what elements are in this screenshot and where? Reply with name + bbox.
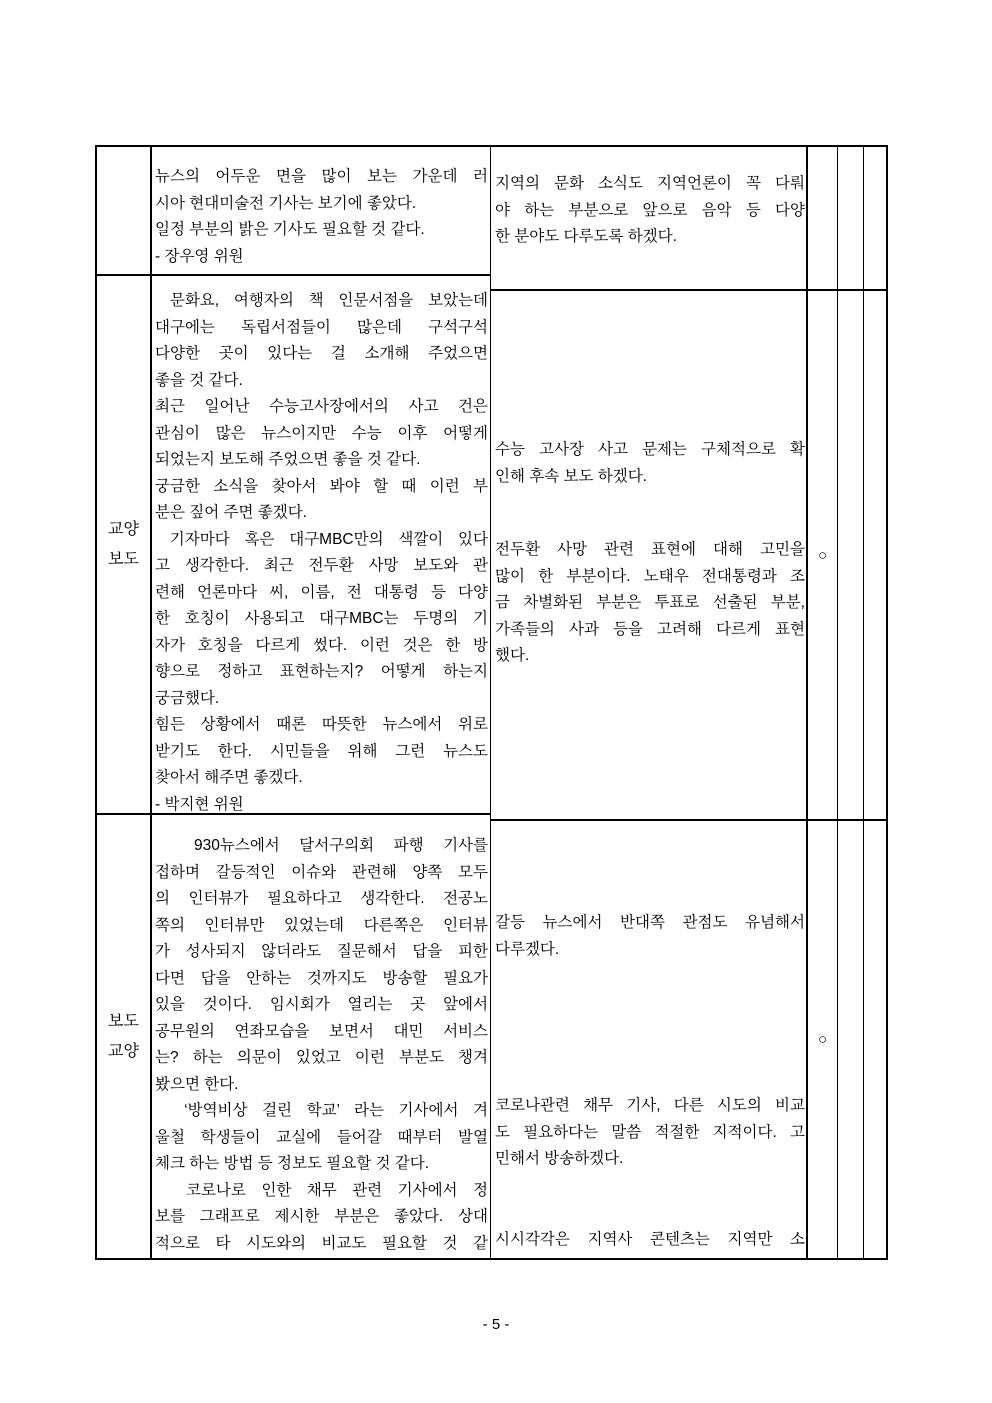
text-line: 적으로 타 시도와의 비교도 필요할 것 같: [155, 1234, 488, 1252]
text-line: ‘방역비상 걸린 학교’ 라는 기사에서 겨: [155, 1102, 488, 1119]
opinion-cell-row3: [152, 815, 490, 1258]
text-line: 되었는지 보도해 주었으면 좋을 것 같다.: [155, 451, 421, 468]
text-line: 다루겠다.: [495, 940, 560, 958]
text-line: - 장우영 위원: [155, 247, 244, 265]
paragraph: [495, 1093, 805, 1173]
text-line: 문화요, 여행자의 책 인문서점을 보았는데: [155, 292, 489, 309]
category-cell-row3: [97, 815, 150, 1258]
category-label-line: 보도: [108, 550, 139, 568]
text-line: 다면 답을 안하는 것까지도 방송할 필요가: [155, 969, 488, 987]
circle-mark: ○: [817, 546, 828, 564]
text-line: 시시각각은 지역사 콘텐츠는 지역만 소: [495, 1230, 805, 1248]
text-line: 분은 짚어 주면 좋겠다.: [155, 504, 307, 521]
text-line: 한 분야도 다루도록 하겠다.: [495, 228, 677, 245]
review-opinion-table: [95, 145, 888, 1260]
text-line: 야 하는 부분으로 앞으로 음악 등 다양: [495, 201, 805, 219]
paragraph: [495, 537, 805, 670]
text-line: 힘든 상황에서 때론 따뜻한 뉴스에서 위로: [155, 716, 488, 733]
text-line: 기자마다 혹은 대구MBC만의 색깔이 있다: [155, 530, 488, 548]
text-line: 련해 언론마다 씨, 이름, 전 대통령 등 다양: [155, 583, 488, 601]
text-line: 는? 하는 의문이 있었고 이런 부분도 챙겨: [155, 1049, 488, 1066]
response-cell-row2: [491, 291, 807, 819]
paragraph: [495, 171, 805, 251]
paragraph: [155, 217, 488, 244]
category-label-line: 보도: [108, 1012, 139, 1030]
paragraph: [155, 164, 488, 217]
paragraph: [495, 910, 805, 963]
text-line: 코로나관련 채무 기사, 다른 시도의 비교: [495, 1097, 805, 1114]
text-line: 930뉴스에서 달서구의회 파행 기사를: [155, 837, 489, 854]
text-line: 고 생각한다. 최근 전두환 사망 보도와 관: [155, 557, 488, 574]
text-line: 일정 부분의 밝은 기사도 필요할 것 같다.: [155, 221, 425, 238]
text-line: 다양한 곳이 있다는 걸 소개해 주었으면: [155, 345, 488, 362]
text-line: 있을 것이다. 임시회가 열리는 곳 앞에서: [155, 996, 488, 1013]
check-mark-cell-row2: [808, 291, 837, 819]
text-line: 전두환 사망 관련 표현에 대해 고민을: [495, 541, 805, 558]
text-line: 향으로 정하고 표현하는지? 어떻게 하는지: [155, 663, 488, 680]
text-line: 자가 호칭을 다르게 썼다. 이런 것은 한 방: [155, 636, 488, 654]
text-line: 체크 하는 방법 등 정보도 필요할 것 같다.: [155, 1155, 430, 1172]
category-label-line: 교양: [108, 520, 139, 538]
paragraph: [155, 1098, 488, 1178]
text-line: 찾아서 해주면 좋겠다.: [155, 769, 303, 786]
text-line: 인해 후속 보도 하겠다.: [495, 467, 647, 485]
paragraph: [495, 1227, 805, 1254]
text-line: 최근 일어난 수능고사장에서의 사고 건은: [155, 398, 488, 415]
opinion-cell-row1: [152, 147, 490, 274]
text-line: 코로나로 인한 채무 관련 기사에서 정: [155, 1181, 488, 1199]
paragraph: [155, 244, 488, 271]
paragraph: [155, 474, 488, 527]
text-line: 갈등 뉴스에서 반대쪽 관점도 유념해서: [495, 914, 805, 931]
text-line: 수능 고사장 사고 문제는 구체적으로 확: [495, 441, 805, 458]
table-border-check-column-1: [837, 147, 838, 1258]
text-line: 시아 현대미술전 기사는 보기에 좋았다.: [155, 194, 417, 212]
text-line: 봤으면 한다.: [155, 1075, 239, 1093]
text-line: 궁금한 소식을 찾아서 봐야 할 때 이런 부: [155, 477, 488, 495]
paragraph: [155, 1178, 488, 1258]
response-cell-row1: [491, 147, 807, 289]
paragraph: [155, 712, 488, 792]
text-line: - 박지현 위원: [155, 795, 244, 813]
text-line: 대구에는 독립서점들이 많은데 구석구석: [155, 318, 488, 336]
text-line: 한 호칭이 사용되고 대구MBC는 두명의 기: [155, 610, 488, 627]
table-border-check-column-2: [863, 147, 864, 1258]
category-cell-row1: [97, 147, 150, 274]
check-mark-cell-row3: [808, 821, 837, 1258]
text-line: 관심이 많은 뉴스이지만 수능 이후 어떻게: [155, 424, 488, 442]
paragraph: [155, 833, 488, 1098]
paragraph: [155, 792, 488, 814]
text-line: 쪽의 인터뷰만 있었는데 다른쪽은 인터뷰: [155, 916, 488, 934]
text-line: 좋을 것 같다.: [155, 371, 243, 389]
category-cell-row2: [97, 276, 150, 813]
text-line: 접하며 갈등적인 이슈와 관련해 양쪽 모두: [155, 863, 488, 881]
text-line: 민해서 방송하겠다.: [495, 1150, 624, 1167]
response-cell-row3: [491, 821, 807, 1258]
opinion-cell-row2: [152, 276, 490, 813]
paragraph: [155, 527, 488, 713]
paragraph: [155, 288, 488, 394]
text-line: 도 필요하다는 말씀 적절한 지적이다. 고: [495, 1123, 805, 1141]
text-line: 가 성사되지 않더라도 질문해서 답을 피한: [155, 943, 488, 960]
paragraph: [495, 437, 805, 490]
text-line: 지역의 문화 소식도 지역언론이 꼭 다뤄: [495, 175, 805, 192]
text-line: 금 차별화된 부분은 투표로 선출된 부분,: [495, 594, 805, 611]
text-line: 했다.: [495, 647, 530, 664]
text-line: 가족들의 사과 등을 고려해 다르게 표현: [495, 620, 805, 638]
text-line: 뉴스의 어두운 면을 많이 보는 가운데 러: [155, 168, 488, 185]
text-line: 많이 한 부분이다. 노태우 전대통령과 조: [495, 567, 805, 585]
text-line: 공무원의 연좌모습을 보면서 대민 서비스: [155, 1022, 488, 1040]
text-line: 의 인터뷰가 필요하다고 생각한다. 전공노: [155, 890, 488, 907]
category-label-line: 교양: [108, 1042, 139, 1060]
paragraph: [155, 394, 488, 474]
text-line: 울철 학생들이 교실에 들어갈 때부터 발열: [155, 1128, 488, 1146]
page-number: - 5 -: [482, 1316, 510, 1333]
text-line: 궁금했다.: [155, 689, 220, 707]
text-line: 보를 그래프로 제시한 부분은 좋았다. 상대: [155, 1208, 488, 1225]
circle-mark: ○: [817, 1031, 828, 1048]
text-line: 받기도 한다. 시민들을 위해 그런 뉴스도: [155, 742, 488, 760]
